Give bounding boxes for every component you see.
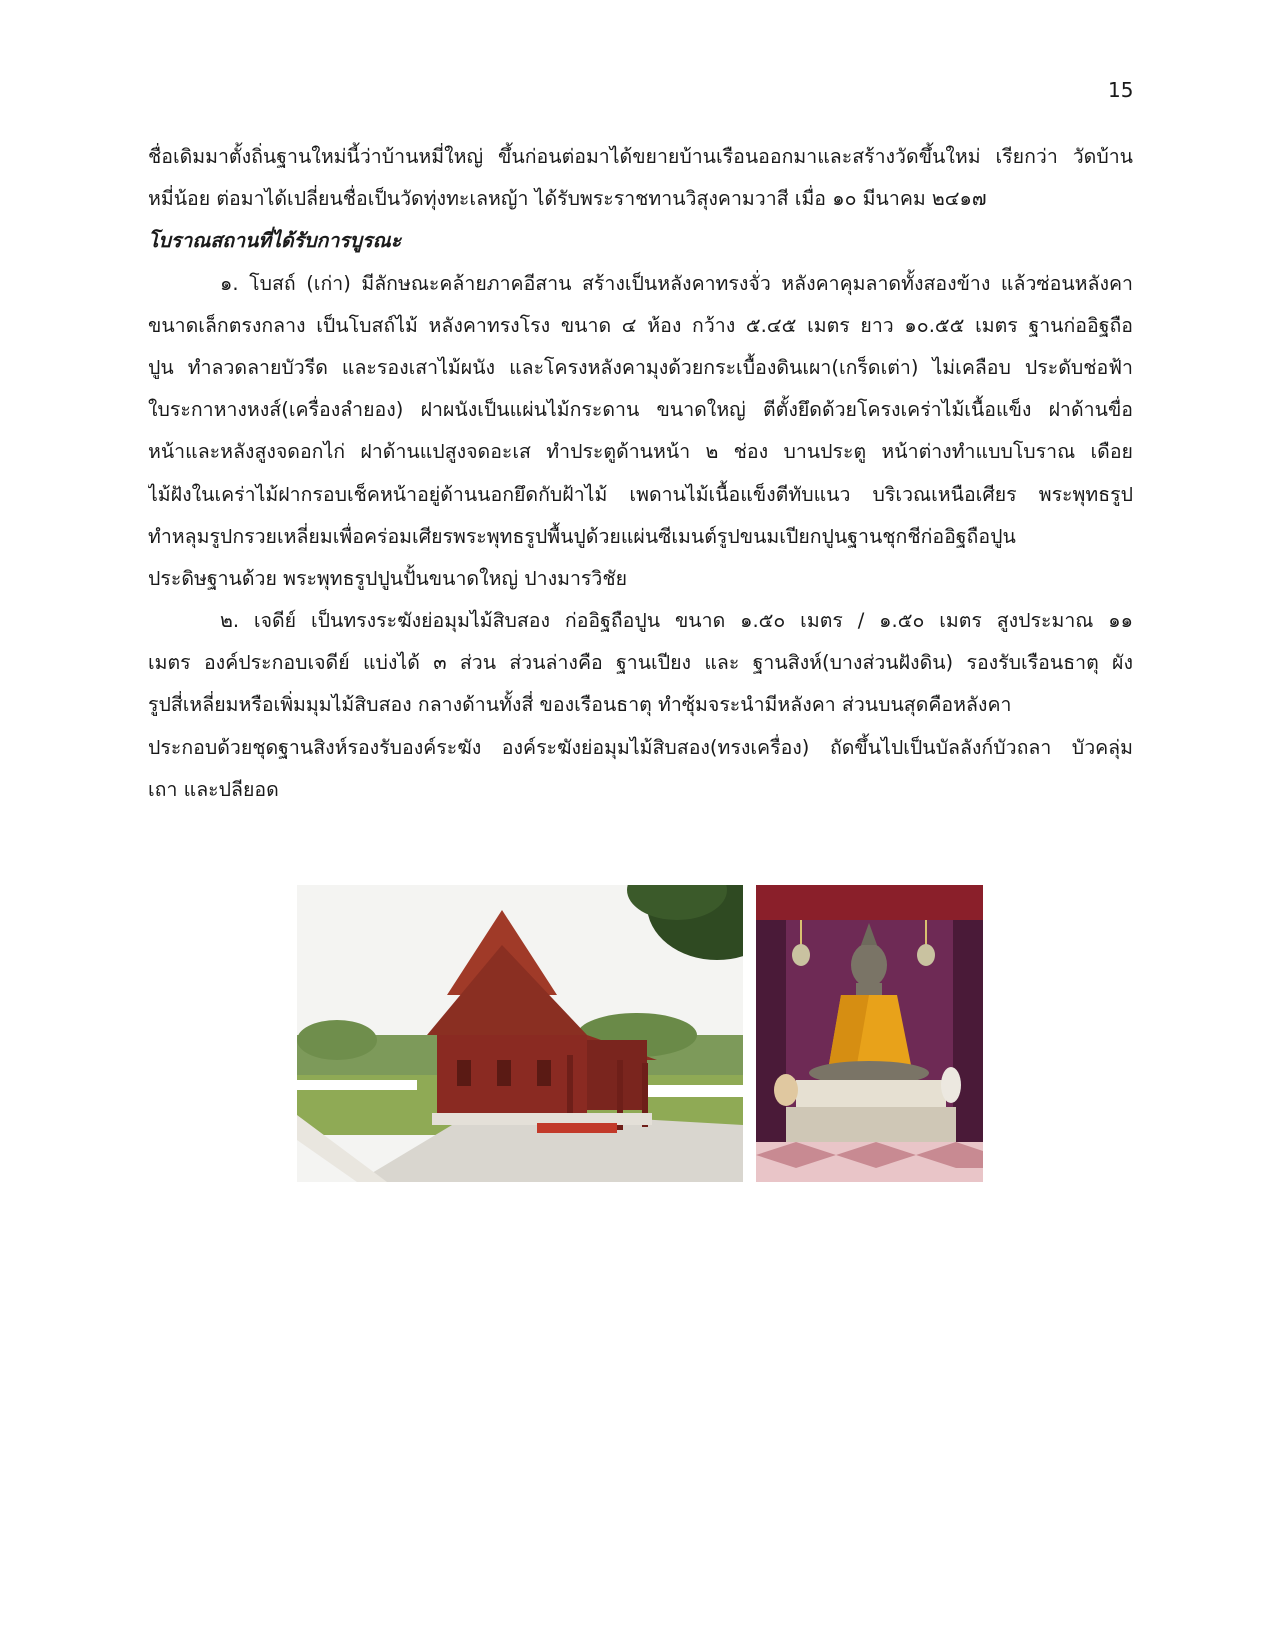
- ubosot-photo: [297, 885, 743, 1182]
- text-line: ประกอบด้วยชุดฐานสิงห์รองรับองค์ระฆัง องค์ระฆังย่อมุมไม้สิบสอง(ทรงเครื่อง) ถัดขึ้นไปเป็นบัลลังก์บัวถลา บัวคลุ่ม: [148, 735, 1133, 759]
- body-text: [148, 136, 1133, 811]
- text-line: ๑. โบสถ์ (เก่า) มีลักษณะคล้ายภาคอีสาน สร้างเป็นหลังคาทรงจั่ว หลังคาคุมลาดทั้งสองข้าง แล้วซ่อนหลังคา: [220, 271, 1133, 295]
- text-line: ใบระกาหางหงส์(เครื่องลำยอง) ฝาผนังเป็นแผ่นไม้กระดาน ขนาดใหญ่ ตีตั้งยึดด้วยโครงเคร่าไม้เนื้อแข็ง ฝาด้านขื่อ: [148, 398, 1133, 422]
- text-line: ชื่อเดิมมาตั้งถิ่นฐานใหม่นี้ว่าบ้านหมี่ใหญ่ ขึ้นก่อนต่อมาได้ขยายบ้านเรือนออกมาและสร้างวัดขึ้นใหม่ เรียกว่า วัดบ้าน: [148, 145, 1133, 168]
- text-line: ไม้ฝังในเคร่าไม้ฝากรอบเช็คหน้าอยู่ด้านนอกยึดกับฝ้าไม้ เพดานไม้เนื้อแข็งตีทับแนว บริเวณเหนือเศียร พระพุทธรูป: [148, 482, 1133, 506]
- text-line: ประดิษฐานด้วย พระพุทธรูปปูนปั้นขนาดใหญ่ ปางมารวิชัย: [148, 566, 627, 590]
- text-line: ขนาดเล็กตรงกลาง เป็นโบสถ์ไม้ หลังคาทรงโรง ขนาด ๔ ห้อง กว้าง ๕.๔๕ เมตร ยาว ๑๐.๕๕ เมตร ฐานก่ออิฐถือ: [148, 313, 1133, 337]
- text-line: หมี่น้อย ต่อมาได้เปลี่ยนชื่อเป็นวัดทุ่งทะเลหญ้า ได้รับพระราชทานวิสุงคามวาสี เมื่อ ๑๐ มีนาคม ๒๔๑๗: [148, 187, 987, 211]
- text-line: ๒. เจดีย์ เป็นทรงระฆังย่อมุมไม้สิบสอง ก่ออิฐถือปูน ขนาด ๑.๕๐ เมตร / ๑.๕๐ เมตร สูงประมาณ ๑๑: [220, 609, 1133, 633]
- text-line: ปูน ทำลวดลายบัวรีด และรองเสาไม้ผนัง และโครงหลังคามุงด้วยกระเบื้องดินเผา(เกร็ดเต่า) ไม่เคลือบ ประดับช่อฟ้า: [148, 355, 1133, 379]
- text-line: เมตร องค์ประกอบเจดีย์ แบ่งได้ ๓ ส่วน ส่วนล่างคือ ฐานเปียง และ ฐานสิงห์(บางส่วนฝังดิน) รองรับเรือนธาตุ ผัง: [148, 651, 1133, 675]
- text-line: หน้าและหลังสูงจดอกไก่ ฝาด้านแปสูงจดอะเส ทำประตูด้านหน้า ๒ ช่อง บานประตู หน้าต่างทำแบบโบราณ เดือย: [148, 440, 1133, 464]
- section-heading: โบราณสถานที่ได้รับการบูรณะ: [148, 229, 402, 253]
- buddha-photo: [756, 885, 983, 1182]
- text-line: ทำหลุมรูปกรวยเหลี่ยมเพื่อคร่อมเศียรพระพุทธรูปพื้นปูด้วยแผ่นซีเมนต์รูปขนมเปียกปูนฐานชุกชีก่ออิฐถือปูน: [148, 524, 1016, 548]
- text-line: รูปสี่เหลี่ยมหรือเพิ่มมุมไม้สิบสอง กลางด้านทั้งสี่ ของเรือนธาตุ ทำซุ้มจระนำมีหลังคา ส่วนบนสุดคือหลังคา: [148, 693, 1012, 717]
- text-line: เถา และปลียอด: [148, 777, 279, 801]
- page-number: 15: [1108, 78, 1134, 102]
